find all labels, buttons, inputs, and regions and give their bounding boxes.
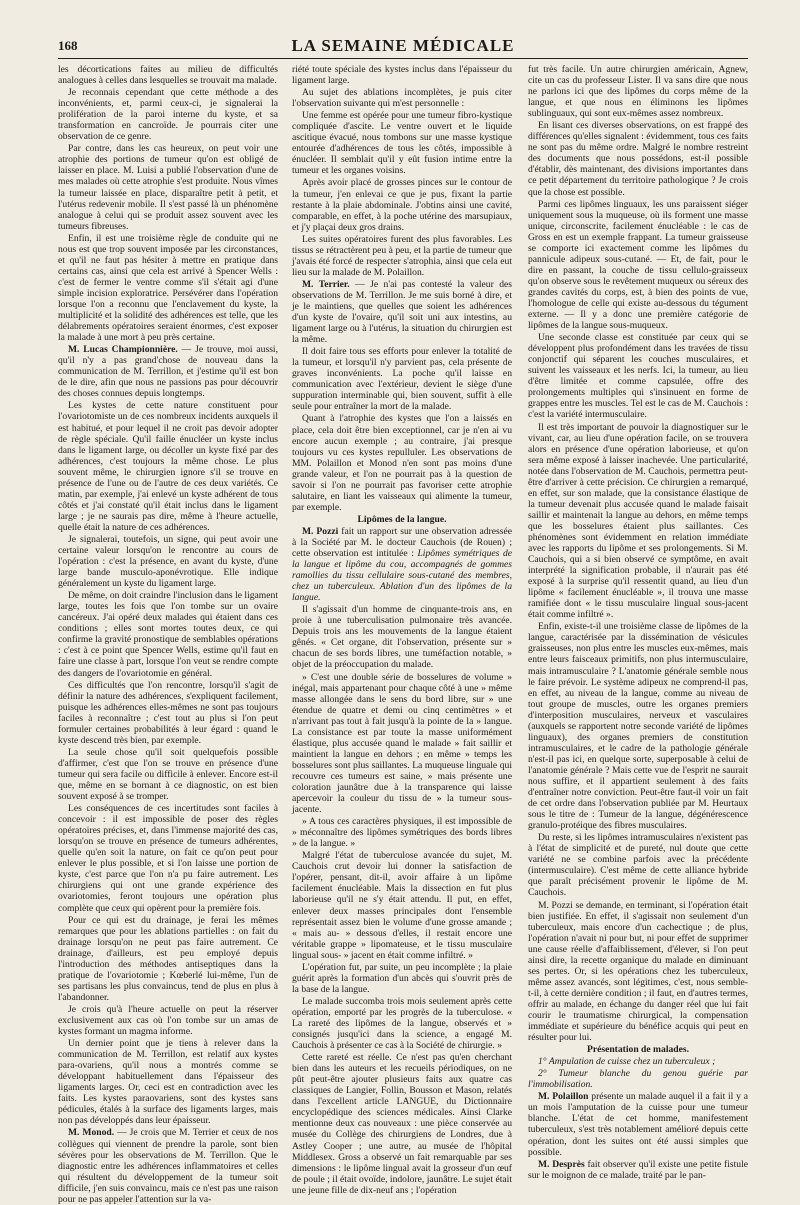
paragraph: Je crois qu'à l'heure actuelle on peut la réserver exclusivement aux cas où l'on tombe sur un amas de kystes formant un magma informe. (58, 1003, 278, 1038)
paragraph: Enfin, existe-t-il une troisième classe de lipômes de la langue, caractérisée par la dissémination de vésicules graisseuses, non plus entre les muscles eux-mêmes, mais entre leurs faisceaux primitifs, non plus intermusculaire, mais intramusculaire ? L'anatomie générale semble nous le faire prévoir. Le système adipeux ne comprend-il pas, en effet, au niveau de la langue, comme au niveau de tout groupe de muscles, outre les organes premiers d'interposition musculaires, nerveux et vasculaires (auxquels se rapportent notre seconde variété de lipômes linguaux), des organes premiers de constitution intramusculaires, et le cadre de la pathologie générale n'est-il pas ici, en quelque sorte, superposable à celui de l'anatomie générale ? Mais cette vue de l'esprit ne saurait nous suffire, et il appartient seulement à des faits d'entraîner notre conviction. Peut-être faut-il voir un fait de cet ordre dans l'observation publiée par M. Heurtaux sous le titre de : Tumeur de la langue, dégénérescence granulo-protéique des fibres musculaires. (528, 621, 748, 832)
paragraph: fut très facile. Un autre chirurgien américain, Agnew, cite un cas du professeur Lister. Il va sans dire que nous ne parlons ici que des lipômes du corps même de la langue, et que nous en éliminons les lipômes sublinguaux, qui sont eux-mêmes assez nombreux. (528, 64, 748, 120)
paragraph: Ces difficultés que l'on rencontre, lorsqu'il s'agit de définir la nature des adhérences, s'expliquent facilement, puisque les adhérences elles-mêmes ne sont pas toujours faciles à reconnaître ; c'est tout au plus si l'on peut formuler certaines probabilités à leur égard : quand le kyste descend très bien, par exemple. (58, 679, 278, 746)
paragraph: Du reste, si les lipômes intramusculaires n'existent pas à l'état de simplicité et de pureté, nul doute que cette variété ne se combine parfois avec la précédente (intermusculaire). C'est même de cette alliance hybride que paraît précisément provenir le lipôme de M. Cauchois. (528, 832, 748, 899)
paragraph: riété toute spéciale des kystes inclus dans l'épaisseur du ligament large. (292, 64, 512, 87)
paragraph: Il est très important de pouvoir la diagnostiquer sur le vivant, car, au lieu d'une opération facile, on se trouvera alors en présence d'une opération laborieuse, et qu'on sera même exposé à laisser inachevée. Une particularité, notée dans l'observation de M. Cauchois, permettra peut-être d'arriver à cette précision. Ce chirurgien a remarqué, en effet, sur son malade, que la consistance élastique de la tumeur devenait plus accusée quand le malade faisait saillir et maintenait la langue au dehors, en même temps que les bosselures étaient plus saillantes. Ces phénomènes sont évidemment en relation immédiate avec les rapports du lipôme et ses prolongements. Si M. Cauchois, qui a si bien observé ce symptôme, en avait interprété la signification probable, il n'aurait pas été exposé à la surprise qu'il ressentit quand, au lieu d'un lipôme « facilement énucléable », il trouva une masse ramifiée dont « le tissu musculaire lingual sous-jacent était comme infiltré ». (528, 421, 748, 621)
paragraph: Une femme est opérée pour une tumeur fibro-kystique compliquée d'ascite. Le ventre ouvert et le liquide ascitique évacué, nous tombons sur une masse kystique entourée d'adhérences de tous les côtés, impossible à énucléer. Il semblait qu'il y eût fusion intime entre la tumeur et les organes voisins. (292, 110, 512, 177)
paragraph: La seule chose qu'il soit quelquefois possible d'affirmer, c'est que l'on se trouve en présence d'une tumeur qui sera facile ou difficile à enlever. Encore est-il que, même en se bornant à ce diagnostic, on est bien souvent exposé à se tromper. (58, 746, 278, 803)
paragraph: Un dernier point que je tiens à relever dans la communication de M. Terrillon, est relatif aux kystes para-ovariens, qu'il nous a montrés comme se développant habituellement dans l'épaisseur des ligaments larges. Or, ceci est en contradiction avec les faits. Les kystes paraovariens, sont des kystes sans pédicules, étalés à la surface des ligaments larges, mais non pas développés dans leur épaisseur. (58, 1038, 278, 1127)
paragraph: Les suites opératoires furent des plus favorables. Les tissus se rétractèrent peu à peu, et la partie de tumeur que j'avais été forcé de respecter s'atrophia, ainsi que cela eut lieu sur la malade de M. Polaillon. (292, 233, 512, 278)
speaker-text: — Je trouve, moi aussi, qu'il n'y a pas grand'chose de nouveau dans la communication de M. Terrillon, et j'estime qu'il est bon de le dire, afin que nous ne passions pas pour découvrir des choses connues depuis longtemps. (58, 344, 278, 400)
journal-title: LA SEMAINE MÉDICALE (291, 36, 515, 55)
speaker-text: — Je n'ai pas contesté la valeur des observations de M. Terrillon. Je me suis borné à dire, et je le maintiens, que quelles que soient les adhérences d'un kyste de l'ovaire, qu'il soit uni aux intestins, au ligament large ou à l'utérus, la situation du chirurgien est la même. (292, 278, 512, 346)
paragraph (528, 1159, 748, 1181)
paragraph: Les conséquences de ces incertitudes sont faciles à concevoir : il est impossible de poser des règles opératoires précises, et, dans l'immense majorité des cas, lorsqu'on se trouve en présence de tumeurs adhérentes, quelle qu'en soit la nature, on fait ce qu'on peut pour enlever le plus possible, et si l'on laisse une portion de kyste, c'est parce que l'on n'a pu faire autrement. Les chirurgiens qui ont une grande expérience des ovariotomies, feront toujours une opération plus complète que ceux qui opèrent pour la première fois. (58, 803, 278, 914)
paragraph: Cette rareté est réelle. Ce n'est pas qu'en cherchant bien dans les auteurs et les recueils périodiques, on ne pût peut-être ajouter plusieurs faits aux quatre cas classiques de Langier, Follin, Bousson et Mason, relatés dans l'excellent article LANGUE, du Dictionnaire encyclopédique des sciences médicales. Ainsi Clarke mentionne deux cas nouveaux : une pièce conservée au musée du Collège des chirurgiens de Londres, due à Astley Cooper ; une autre, au musée de l'hôpital Middlesex. Gross a observé un fait remarquable par ses dimensions : le lipôme lingual avait la grosseur d'un œuf de poule ; il était ovoïde, indolore, jaunâtre. Le sujet était une jeune fille de dix-neuf ans ; l'opération (292, 1052, 512, 1196)
paragraph: Les kystes de cette nature constituent pour l'ovariotomiste un de ces nombreux incidents auxquels il est habitué, et pour lequel il ne croit pas devoir adopter de règle spéciale. Qu'il faille énucléer un kyste inclus dans le ligament large, ou décoller un kyste fixé par des adhérences, c'est toujours la même chose. Le plus souvent même, le chirurgien ignore s'il se trouve en présence de l'une ou de l'autre de ces deux variétés. Ce matin, par exemple, j'ai enlevé un kyste adhérent de tous côtés et j'ai constaté qu'il était inclus dans le ligament large ; je ne saurais pas dire, même à l'heure actuelle, quelle était la nature de ces adhérences. (58, 400, 278, 533)
paragraph: Le malade succomba trois mois seulement après cette opération, emporté par les progrès de la tuberculose. « La rareté des lipômes de la langue, observés et » consignés jusqu'ici dans la science, a engagé M. Cauchois à présenter ce cas à la Société de chirurgie. » (292, 995, 512, 1052)
paragraph: L'opération fut, par suite, un peu incomplète ; la plaie guérit après la formation d'un abcès qui s'ouvrit près de la base de la langue. (292, 961, 512, 995)
speaker-name: M. Desprès (538, 1158, 585, 1170)
paragraph: Je reconnais cependant que cette méthode a des inconvénients, et, parmi ceux-ci, je signalerai la prolifération de la paroi interne du kyste, et sa transformation en cancroïde. Je pourrais citer une observation de ce genre. (58, 87, 278, 143)
column-middle (292, 64, 512, 1196)
speaker-text: présente un malade auquel il a fait il y a un mois l'amputation de la cuisse pour une tumeur blanche. L'état de cet homme, manifestement tuberculeux, s'est très notablement amélioré depuis cette opération, dont les suites ont été aussi simples que possible. (528, 1091, 748, 1158)
page-number: 168 (58, 38, 78, 53)
paragraph: En lisant ces diverses observations, on est frappé des différences qu'elles signalent : évidemment, tous ces faits ne sont pas du même ordre. Malgré le nombre restreint des documents que nous possédons, est-il possible d'établir, dès maintenant, des divisions importantes dans ce petit département du territoire pathologique ? Je crois que la chose est possible. (528, 120, 749, 198)
paragraph (58, 344, 278, 399)
paragraph (292, 279, 512, 345)
speaker-text: fait un rapport sur une observation adressée à la Société par M. le docteur Cauchois (de Rouen) ; cette observation est intitulée : (292, 525, 512, 560)
list-item: 2° Tumeur blanche du genou guérie par l'immobilisation. (528, 1068, 748, 1091)
paragraph: Par contre, dans les cas heureux, on peut voir une atrophie des portions de tumeur qu'on est obligé de laisser en place. M. Luisi a publié l'observation d'une de mes malades où cette atrophie s'est produite. Nous vîmes la tumeur laissée en place, disparaître petit à petit, et l'utérus redevenir mobile. Il s'est passé là un phénomène analogue à celui qui se produit assez souvent avec les tumeurs fibreuses. (58, 143, 278, 232)
paragraph (58, 1127, 278, 1204)
paragraph: De même, on doit craindre l'inclusion dans le ligament large, toutes les fois que l'on tombe sur un ovaire cancéreux. J'ai opéré deux malades qui étaient dans ces conditions ; elles sont mortes toutes deux, ce qui confirme la gravité pronostique de semblables opérations : c'est à ce point que Spencer Wells, estime qu'il faut en faire une classe à part, lorsque l'on veut se rendre compte des dangers de l'ovariotomie en général. (58, 590, 278, 679)
paragraph (292, 526, 512, 603)
speaker-name: M. Terrier. (302, 278, 350, 290)
column-left (58, 64, 278, 1205)
paragraph: les décortications faites au milieu de difficultés analogues à celles dans lesquelles se trouvait ma malade. (58, 64, 278, 87)
paragraph: » A tous ces caractères physiques, il est impossible de » méconnaître des lipômes symétriques des bords libres » de la langue. » (292, 816, 512, 850)
paragraph: Il doit faire tous ses efforts pour enlever la totalité de la tumeur, et lorsqu'il n'y parvient pas, cela présente de graves inconvénients. La poche qu'il laisse en communication avec l'extérieur, devient le siège d'une suppuration interminable qui, bien souvent, suffit à elle seule pour entraîner la mort de la malade. (292, 346, 512, 413)
speaker-name: M. Monod. (68, 1127, 115, 1139)
paragraph: Il s'agissait d'un homme de cinquante-trois ans, en proie à une tuberculisation pulmonaire très avancée. Depuis trois ans les mouvements de la langue étaient gênés. « Cet organe, dit l'observation, présente sur » chacun de ses bords libres, une tuméfaction notable, » objet de la préoccupation du malade. (292, 604, 512, 671)
speaker-name: M. Lucas Championnière. (68, 344, 178, 356)
paragraph: Après avoir placé de grosses pinces sur le contour de la tumeur, j'en enlevai ce que je pus, fixant la partie restante à la plaie abdominale. J'obtins ainsi une cavité, comparable, en effet, à la poche utérine des marsupiaux, et j'y plaçai deux gros drains. (292, 177, 512, 233)
list-item: 1° Ampulation de cuisse chez un tuberculeux ; (538, 1056, 716, 1068)
section-heading: Présentation de malades. (586, 1044, 690, 1056)
paragraph: Je signalerai, toutefois, un signe, qui peut avoir une certaine valeur lorsqu'on le rencontre au cours de l'opération : c'est la présence, en avant du kyste, d'une large bande musculo-aponévrotique. Elle indique généralement un kyste du ligament large. (58, 533, 278, 590)
speaker-text: fait observer qu'il existe une petite fistule sur le moignon de ce malade, traité par le pan- (528, 1158, 748, 1181)
page-header (58, 36, 748, 59)
paragraph: Enfin, il est une troisième règle de conduite qui ne nous est que trop souvent imposée par les circonstances, et qu'il ne faut pas hésiter à mettre en pratique dans certains cas, ainsi que cela est arrivé à Spencer Wells : c'est de fermer le ventre comme s'il s'était agi d'une simple incision exploratrice. Persévérer dans l'opération lorsque l'on a reconnu que l'enclavement du kyste, la multiplicité et la solidité des adhérences est telle, que les délabrements opératoires seraient énormes, c'est exposer la malade à une mort à peu près certaine. (58, 232, 278, 344)
paragraph: Parmi ces lipômes linguaux, les uns paraissent siéger uniquement sous la muqueuse, où ils forment une masse unique, circonscrite, facilement énucléable : le cas de Gross en est un exemple frappant. La tumeur graisseuse se comporte ici exactement comme les lipômes du pannicule adipeux sous-cutané. — Et, de fait, pour le dire en passant, la couche de tissu cellulo-graisseux qu'on observe sous le revêtement muqueux ou séreux des grandes cavités du corps, est, à bien des points de vue, l'homologue de celle qui existe au-dessous du tégument externe. — Il y a donc une première catégorie de lipômes de la langue sous-muqueux. (528, 198, 748, 332)
paragraph: Pour ce qui est du drainage, je ferai les mêmes remarques que pour les ablations partielles : on fait du drainage lorsqu'on ne peut pas faire autrement. Ce drainage, d'ailleurs, est peu employé depuis l'introduction des méthodes antiseptiques dans la pratique de l'ovariotomie ; Kœberlé lui-même, l'un de ses partisans les plus convaincus, tend de plus en plus à l'abandonner. (58, 914, 278, 1003)
column-right (528, 64, 749, 1181)
paragraph: Une seconde classe est constituée par ceux qui se développent plus profondément dans les travées de tissu conjonctif qui séparent les couches musculaires, et suivent les vaisseaux et les nerfs. Ici, la tumeur, au lieu d'être limitée et comme capsulée, offre des prolongements multiples qui s'insinuent en forme de grappes entre les muscles. Tel est le cas de M. Cauchois : c'est la variété intermusculaire. (528, 332, 748, 421)
speaker-text: — Je crois que M. Terrier et ceux de nos collègues qui viennent de prendre la parole, sont bien sévères pour les observations de M. Terrillon. Que le diagnostic entre les adhérences inflammatoires et celles qui résultent du développement de la tumeur soit difficile, j'en suis convaincu, mais ce n'est pas une raison pour ne pas appeler l'attention sur la va- (58, 1127, 278, 1205)
paragraph (528, 1091, 748, 1157)
paragraph: » C'est une double série de bosselures de volume » inégal, mais appartenant pour chaque côté à une » même masse allongée dans le sens du bord libre, sur » une étendue de quatre et demi ou cinq centimètres » et n'arrivant pas tout à fait jusqu'à la pointe de la » langue. La consistance est par toute la masse uniformément élastique, plus accusée quand le malade » fait saillir et maintient la langue en dehors ; en même » temps les bosselures sont plus saillantes. La muqueuse linguale qui recouvre ces tumeurs est saine, » mais présente une coloration jaunâtre due à la transparence qui laisse apercevoir la couleur du tissu de » la tumeur sous-jacente. (292, 671, 512, 816)
observation-title: Lipômes symétriques de la langue et lipôme du cou, accompagnés de gommes ramollies du tissu cellulaire sous-cutané des membres, chez un tuberculeux. Ablation d'un des lipômes de la langue. (292, 548, 512, 604)
speaker-name: M. Polaillon (538, 1091, 589, 1103)
paragraph: M. Pozzi se demande, en terminant, si l'opération était bien justifiée. En effet, il s'agissait non seulement d'un tuberculeux, mais encore d'un cachectique ; de plus, l'opération n'avait ni pour but, ni pour effet de supprimer une cause réelle d'affaiblissement, d'élever, si l'on peut ainsi dire, la recette organique du malade en diminuant ses pertes. Or, si les opérations chez les tuberculeux, même assez avancés, sont légitimes, c'est, nous semble-t-il, à cette dernière condition ; il faut, en d'autres termes, offrir au malade, en échange du danger réel que lui fait courir le traumatisme chirurgical, la compensation immédiate et supérieure du bénéfice acquis qui peut en résulter pour lui. (528, 899, 748, 1044)
paragraph: Quant à l'atrophie des kystes que l'on a laissés en place, cela doit être bien exceptionnel, car je n'en ai vu encore aucun exemple ; au contraire, j'ai presque toujours vu ces kystes repulluler. Les observations de MM. Polaillon et Monod n'en sont pas moins d'une grande valeur, et l'on ne pourrait pas à la question de savoir si l'on ne pourrait pas favoriser cette atrophie salutaire, en liant les vaisseaux qui alimente la tumeur, par exemple. (292, 413, 512, 513)
section-heading: Lipômes de la langue. (357, 513, 447, 525)
paragraph: Au sujet des ablations incomplètes, je puis citer l'observation suivante qui m'est personnelle : (292, 87, 512, 110)
paragraph: Malgré l'état de tuberculose avancée du sujet, M. Cauchois crut devoir lui donner la satisfaction de l'opérer, pensant, dit-il, avoir affaire à un lipôme facilement énucléable. Mais la dissection en fut plus laborieuse qu'il ne s'y était attendu. Il put, en effet, enlever deux masses principales dont l'ensemble représentait assez bien le volume d'une grosse amande ; « mais au- » dessous d'elles, il restait encore une véritable grappe » lipomateuse, et le tissu musculaire lingual sous- » jacent en était comme infiltré. » (292, 850, 512, 961)
speaker-name: M. Pozzi (302, 525, 339, 537)
